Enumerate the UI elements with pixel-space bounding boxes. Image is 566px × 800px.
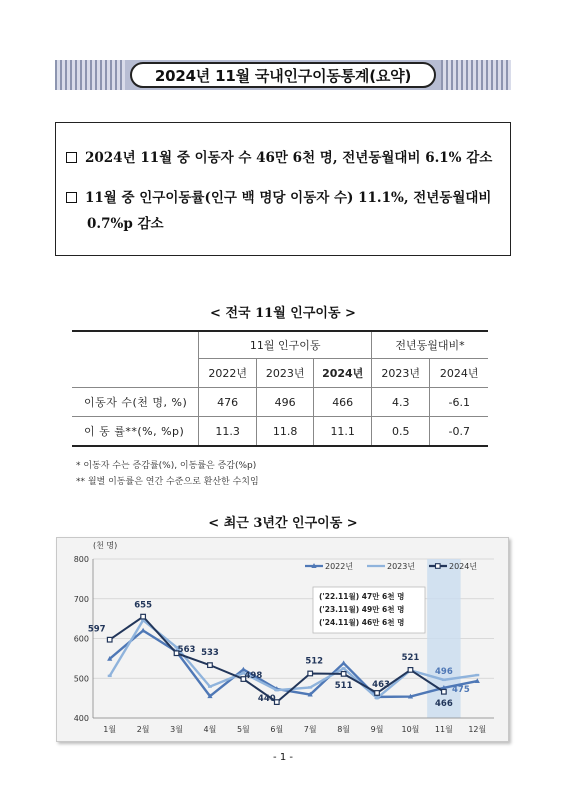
checkbox-square-icon (66, 152, 77, 163)
table-header-years (72, 359, 488, 388)
summary-box (55, 122, 511, 256)
data-point (408, 668, 413, 673)
x-tick-label: 10월 (401, 725, 420, 734)
data-point (308, 671, 313, 676)
page-title: 2024년 11월 국내인구이동통계(요약) (130, 62, 436, 88)
x-tick-label: 12월 (468, 725, 487, 734)
y-tick-label: 500 (73, 674, 89, 684)
data-point (141, 628, 146, 633)
data-label: 521 (401, 652, 420, 663)
x-tick-label: 9월 (370, 725, 384, 734)
data-label: 655 (134, 600, 152, 611)
table-cell: 466 (314, 388, 372, 417)
chart-title: < 최근 3년간 인구이동 > (208, 516, 358, 531)
x-tick-label: 2월 (136, 725, 150, 734)
x-tick-label: 1월 (103, 725, 117, 734)
data-label: 466 (435, 698, 453, 709)
page-number: - 1 - (273, 752, 293, 763)
chart-frame (56, 537, 509, 742)
table-title: < 전국 11월 인구이동 > (210, 306, 356, 321)
data-point (108, 675, 112, 677)
annotation-text: ('22.11월) 47만 6천 명 (319, 592, 405, 601)
x-tick-label: 11월 (434, 725, 453, 734)
data-point (107, 637, 112, 642)
data-point (342, 667, 346, 669)
data-point (341, 660, 346, 665)
legend-label: 2023년 (387, 562, 416, 571)
banner-decoration-left (55, 60, 125, 90)
footnote-1: * 이동자 수는 증감률(%), 이동률은 증감(%p) (76, 461, 257, 471)
table-cell: -0.7 (430, 417, 488, 447)
data-point (442, 679, 446, 681)
x-tick-label: 3월 (170, 725, 183, 734)
data-point (375, 691, 380, 696)
summary-text-2: 11월 중 인구이동률(인구 백 명당 이동자 수) 11.1%, 전년동월대비 (85, 190, 492, 206)
title-banner (55, 60, 511, 90)
table-cell: 4.3 (371, 388, 429, 417)
x-tick-label: 8월 (337, 725, 351, 734)
data-point (141, 614, 146, 619)
legend-marker (436, 564, 441, 569)
footnote-2: ** 월별 이동률은 연간 수준으로 환산한 수치임 (76, 477, 259, 487)
y-tick-label: 800 (73, 555, 89, 564)
table-row (72, 388, 488, 417)
header-year: 2024년 (430, 359, 488, 388)
header-group-yoy: 전년동월대비* (371, 331, 488, 359)
table-cell: 11.8 (256, 417, 314, 447)
chart-annotation (313, 587, 425, 633)
data-label: 475 (452, 684, 470, 695)
checkbox-square-icon (66, 192, 77, 203)
table-cell: 0.5 (371, 417, 429, 447)
table-header-group (72, 331, 488, 359)
table-cell: 11.3 (199, 417, 257, 447)
legend-label: 2024년 (449, 562, 478, 571)
data-point (442, 689, 447, 694)
data-label: 563 (177, 645, 196, 656)
data-label: 533 (201, 648, 219, 659)
data-label: 440 (257, 694, 276, 705)
header-year: 2023년 (371, 359, 429, 388)
x-tick-label: 5월 (236, 725, 250, 734)
data-point (208, 663, 213, 668)
row-label: 이 동 률**(%, %p) (72, 417, 199, 447)
y-tick-label: 400 (73, 714, 89, 723)
header-group-month: 11월 인구이동 (199, 331, 372, 359)
summary-text-2-cont: 0.7%p 감소 (87, 216, 164, 232)
data-point (308, 686, 312, 688)
line-chart (57, 538, 508, 741)
table-cell: 11.1 (314, 417, 372, 447)
data-point (341, 672, 346, 677)
annotation-text: ('23.11월) 49만 6천 명 (319, 605, 405, 614)
table-cell: -6.1 (430, 388, 488, 417)
y-tick-label: 600 (73, 634, 89, 644)
data-label: 463 (372, 679, 390, 690)
table-cell: 496 (256, 388, 314, 417)
data-label: 496 (435, 666, 453, 677)
data-point (275, 689, 279, 691)
header-year: 2024년 (314, 359, 372, 388)
x-tick-label: 4월 (203, 725, 217, 734)
data-point (375, 697, 379, 699)
table-cell: 476 (199, 388, 257, 417)
data-label: 597 (87, 624, 106, 635)
chart-legend (305, 561, 477, 571)
data-label: 498 (244, 671, 263, 682)
data-label: 512 (305, 656, 324, 667)
migration-table (72, 330, 488, 447)
header-year: 2023년 (256, 359, 314, 388)
data-label: 511 (334, 680, 353, 691)
legend-label: 2022년 (325, 562, 354, 571)
data-point (208, 685, 212, 687)
y-tick-label: 700 (73, 594, 89, 604)
x-tick-label: 7월 (303, 725, 317, 734)
data-point (475, 674, 479, 676)
y-axis-label: (천 명) (93, 541, 118, 550)
summary-text-1: 2024년 11월 중 이동자 수 46만 6천 명, 전년동월대비 6.1% 감소 (85, 150, 493, 166)
x-tick-label: 6월 (270, 725, 284, 734)
table-row (72, 417, 488, 447)
header-year: 2022년 (199, 359, 257, 388)
summary-item-1 (66, 145, 502, 171)
annotation-text: ('24.11월) 46만 6천 명 (319, 618, 405, 627)
banner-decoration-right (441, 60, 511, 90)
summary-item-2 (66, 185, 502, 237)
row-label: 이동자 수(천 명, %) (72, 388, 199, 417)
